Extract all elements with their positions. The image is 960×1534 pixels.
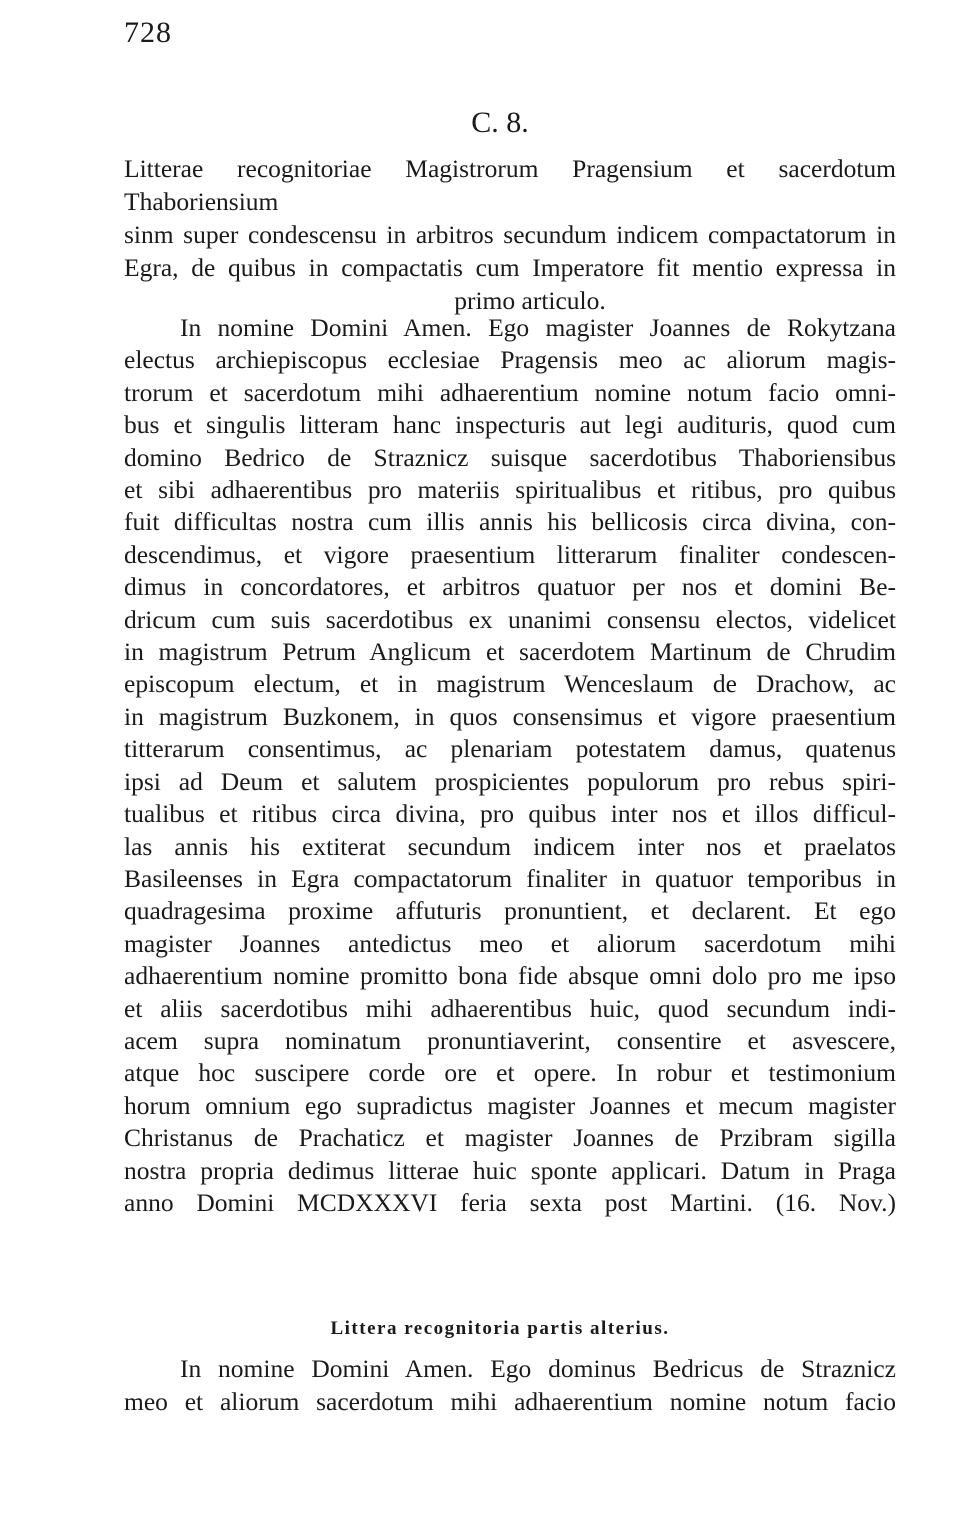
body-line: electus archiepiscopus ecclesiae Pragensis meo ac aliorum magis-: [124, 345, 896, 375]
body-line: tualibus et ritibus circa divina, pro quibus inter nos et illos difficul-: [124, 799, 896, 829]
body-line: adhaerentium nomine promitto bona fide absque omni dolo pro me ipso: [124, 961, 896, 991]
body-line: horum omnium ego supradictus magister Joannes et mecum magister: [124, 1090, 896, 1120]
document-body: [124, 312, 896, 1219]
body-line: et sibi adhaerentibus pro materiis spiritualibus et ritibus, pro quibus: [124, 475, 896, 505]
body-line: et aliis sacerdotibus mihi adhaerentibus huic, quod secundum indi-: [124, 993, 896, 1023]
body-line: atque hoc suscipere corde ore et opere. In robur et testimonium: [124, 1058, 896, 1088]
body-line: dricum cum suis sacerdotibus ex unanimi consensu electos, videlicet: [124, 604, 896, 634]
document-summary: [124, 152, 896, 317]
body-line: bus et singulis litteram hanc inspecturis aut legi audituris, quod cum: [124, 410, 896, 440]
body-line: domino Bedrico de Straznicz suisque sacerdotibus Thaboriensibus: [124, 442, 896, 472]
page-number: 728: [124, 16, 172, 49]
summary-line: Litterae recognitoriae Magistrorum Pragensium et sacerdotum Thaboriensium: [124, 154, 896, 216]
body-line: descendimus, et vigore praesentium litterarum finaliter condescen-: [124, 539, 896, 569]
body-line: Basileenses in Egra compactatorum finaliter in quatuor temporibus in: [124, 863, 896, 893]
summary-line: Egra, de quibus in compactatis cum Imperatore fit mentio expressa in: [124, 253, 896, 282]
body-line: trorum et sacerdotum mihi adhaerentium nomine notum facio omni-: [124, 377, 896, 407]
body-line: meo et aliorum sacerdotum mihi adhaerentium nomine notum facio: [124, 1387, 896, 1416]
body-line: In nomine Domini Amen. Ego magister Joannes de Rokytzana: [180, 313, 896, 342]
body-line: acem supra nominatum pronuntiaverint, consentire et asvescere,: [124, 1025, 896, 1055]
body-line: dimus in concordatores, et arbitros quatuor per nos et domini Be-: [124, 572, 896, 602]
body-line: magister Joannes antedictus meo et aliorum sacerdotum mihi: [124, 928, 896, 958]
body-line: in magistrum Buzkonem, in quos consensimus et vigore praesentium: [124, 701, 896, 731]
body-line: las annis his extiterat secundum indicem inter nos et praelatos: [124, 831, 896, 861]
body-line: nostra propria dedimus litterae huic sponte applicari. Datum in Praga: [124, 1155, 896, 1185]
body-line: anno Domini MCDXXXVI feria sexta post Martini. (16. Nov.): [124, 1187, 896, 1217]
body-line: episcopum electum, et in magistrum Wenceslaum de Drachow, ac: [124, 669, 896, 699]
body-line: titterarum consentimus, ac plenariam potestatem damus, quatenus: [124, 734, 896, 764]
body-line: ipsi ad Deum et salutem prospicientes populorum pro rebus spiri-: [124, 766, 896, 796]
document-number: C. 8.: [471, 106, 529, 139]
body-line: In nomine Domini Amen. Ego dominus Bedricus de Straznicz: [180, 1354, 896, 1383]
summary-line: primo articulo.: [454, 286, 606, 315]
body-line: quadragesima proxime affuturis pronuntient, et declarent. Et ego: [124, 896, 896, 926]
body-line: fuit difficultas nostra cum illis annis his bellicosis circa divina, con-: [124, 507, 896, 537]
body-line: in magistrum Petrum Anglicum et sacerdotem Martinum de Chrudim: [124, 637, 896, 667]
second-document-body: [124, 1352, 896, 1418]
summary-line: sinm super condescensu in arbitros secundum indicem compactatorum in: [124, 220, 896, 249]
section-subheading: Littera recognitoria partis alterius.: [330, 1318, 670, 1339]
body-line: Christanus de Prachaticz et magister Joannes de Przibram sigilla: [124, 1123, 896, 1153]
